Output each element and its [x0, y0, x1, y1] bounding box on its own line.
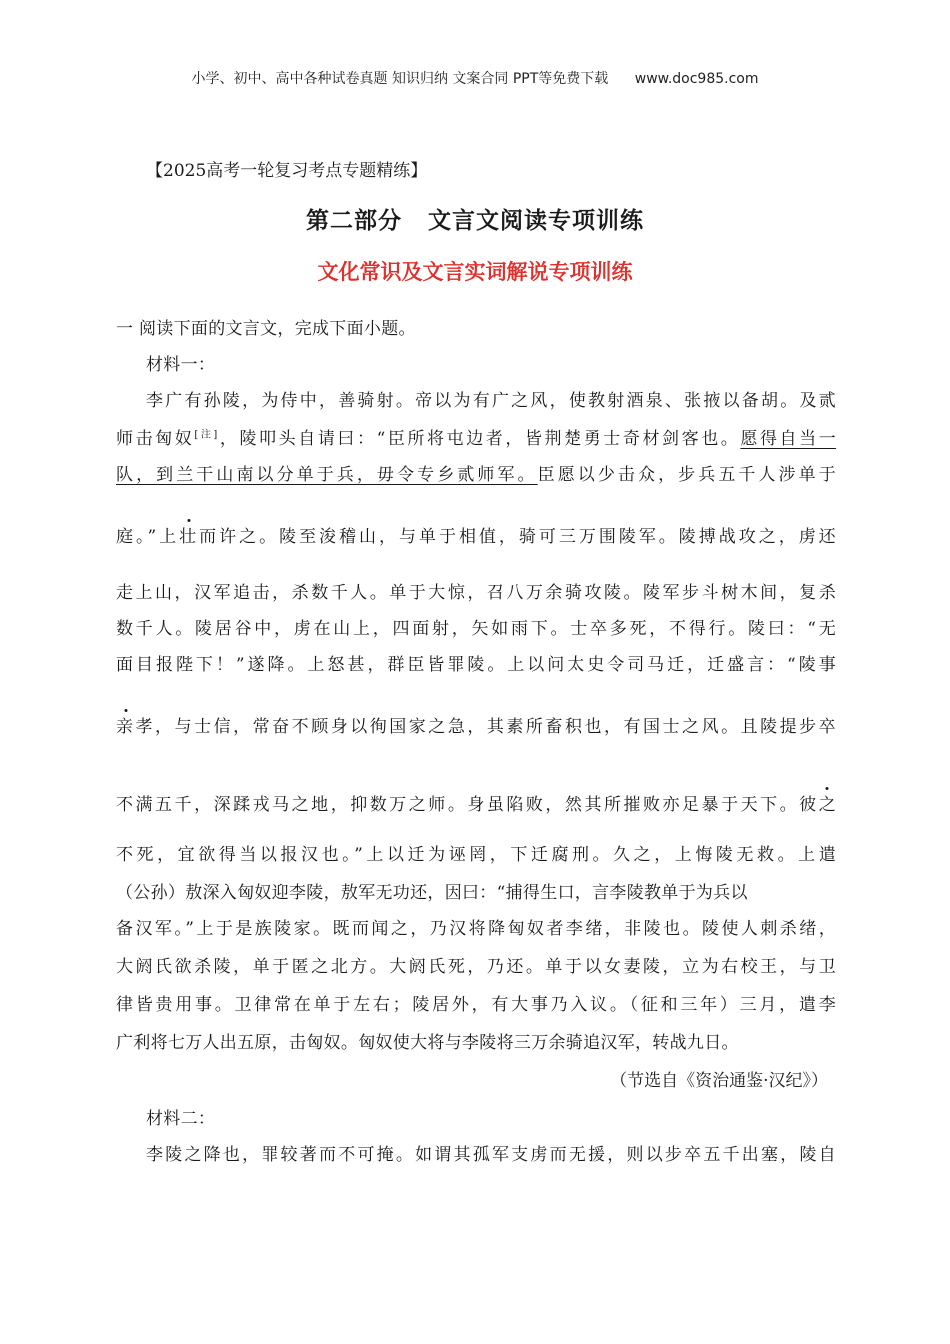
source-citation: （节选自《资治通鉴·汉纪》）: [610, 1071, 828, 1091]
header-site-link[interactable]: www.doc985.com: [634, 71, 759, 87]
page-subtitle: 文化常识及文言实词解说专项训练: [317, 260, 633, 284]
passage-line: 队，到兰干山南以分单于兵，毋令专乡贰师军。臣愿以少击众，步兵五千人涉单于: [116, 465, 836, 485]
note-mark: [注]: [194, 429, 218, 441]
passage-line: 数千人。陵居谷中，虏在山上，四面射，矢如雨下。士卒多死，不得行。陵曰：“无: [116, 619, 836, 639]
emphasis-char: 亲: [116, 717, 136, 737]
passage-line: （公孙）敖深入匈奴迎李陵，敖军无功还，因曰：“捕得生口，言李陵教单于为兵以: [116, 883, 748, 903]
material1-label: 材料一：: [146, 355, 216, 375]
passage-line: 面目报陛下！”遂降。上怒甚，群臣皆罪陵。上以问太史令司马迁，迁盛言：“陵事: [116, 655, 836, 675]
passage-line: 师击匈奴[注]，陵叩头自请曰：“臣所将屯边者，皆荆楚勇士奇材剑客也。愿得自当一: [116, 429, 837, 449]
passage-line: 大阏氏欲杀陵，单于匿之北方。大阏氏死，乃还。单于以女妻陵，立为右校王，与卫: [116, 957, 836, 977]
passage-line: 律皆贵用事。卫律常在单于左右；陵居外，有大事乃入议。（征和三年）三月，遣李: [116, 995, 836, 1015]
passage-line: 备汉军。”上于是族陵家。既而闻之，乃汉将降匈奴者李绪，非陵也。陵使人刺杀绪，: [116, 919, 836, 939]
title-main: 文言文阅读专项训练: [428, 208, 644, 234]
material2-label: 材料二：: [146, 1109, 216, 1129]
doc-tag: 【2025高考一轮复习考点专题精练】: [146, 161, 428, 181]
passage-line: 不死，宜欲得当以报汉也。”上以迁为诬罔，下迁腐刑。久之，上悔陵无救。上遣: [116, 845, 836, 865]
header-text: 小学、初中、高中各种试卷真题 知识归纳 文案合同 PPT等免费下载: [191, 71, 609, 87]
emphasis-char: 之: [818, 795, 836, 815]
title-part: 第二部分: [306, 208, 402, 234]
passage-line: 不满五千，深蹂戎马之地，抑数万之师。身虽陷败，然其所摧败亦足暴于天下。彼之: [116, 795, 836, 815]
underlined-sentence: 队，到兰干山南以分单于兵，毋令专乡贰师军。: [116, 465, 538, 485]
passage-line: 李陵之降也，罪较著而不可掩。如谓其孤军支虏而无援，则以步卒五千出塞，陵自: [146, 1145, 836, 1165]
page-title: [0, 202, 950, 235]
passage-line: 亲孝，与士信，常奋不顾身以徇国家之急，其素所畜积也，有国士之风。且陵提步卒: [116, 717, 836, 737]
question-prompt: 一 阅读下面的文言文，完成下面小题。: [116, 319, 416, 339]
underlined-sentence: 愿得自当一: [740, 429, 837, 449]
passage-line: 李广有孙陵，为侍中，善骑射。帝以为有广之风，使教射酒泉、张掖以备胡。及贰: [146, 391, 836, 411]
emphasis-char: 壮: [179, 527, 200, 547]
page-header: [0, 68, 950, 88]
passage-line: 广利将七万人出五原，击匈奴。匈奴使大将与李陵将三万余骑追汉军，转战九日。: [116, 1033, 739, 1053]
passage-line: 庭。”上壮而许之。陵至浚稽山，与单于相值，骑可三万围陵军。陵搏战攻之，虏还: [116, 527, 836, 547]
passage-line: 走上山，汉军追击，杀数千人。单于大惊，召八万余骑攻陵。陵军步斗树木间，复杀: [116, 583, 836, 603]
